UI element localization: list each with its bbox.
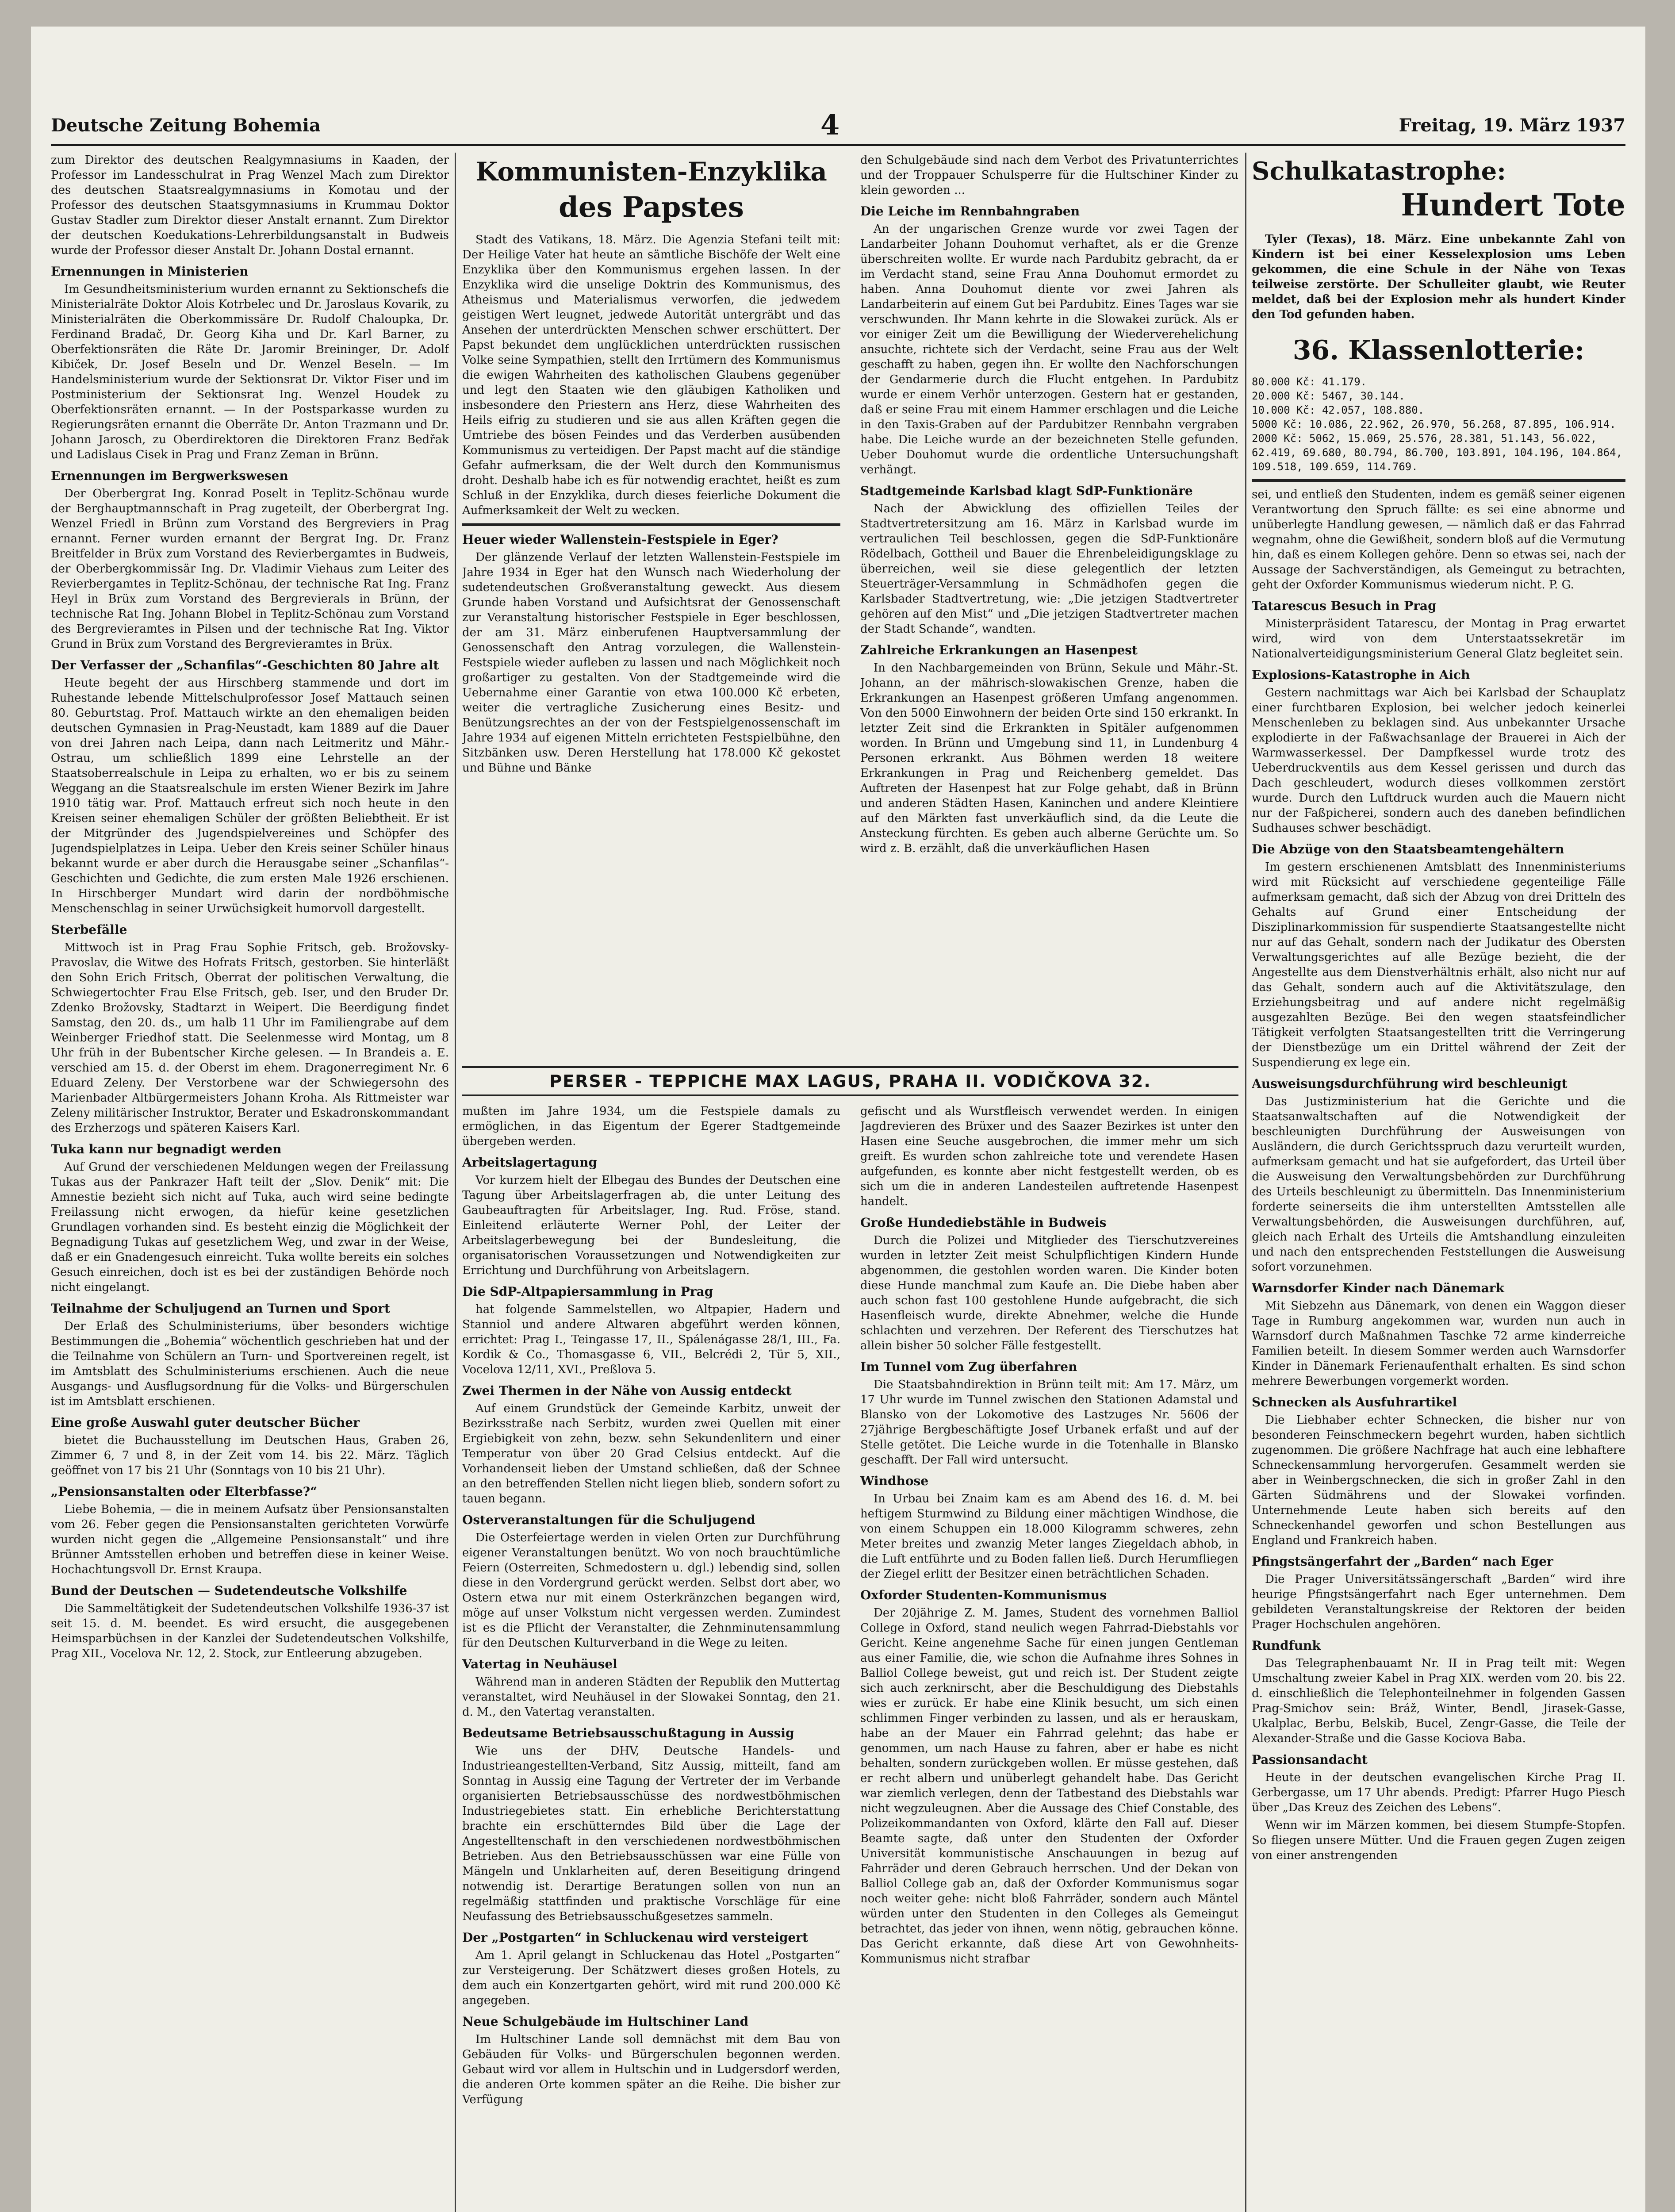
article-heading: Die Leiche im Rennbahngraben xyxy=(860,204,1080,219)
issue-date: Freitag, 19. März 1937 xyxy=(1399,115,1625,136)
headline: Schulkatastrophe: xyxy=(1252,157,1506,186)
article-heading: Eine große Auswahl guter deutscher Bücher xyxy=(51,1415,360,1430)
article-text: Der glänzende Verlauf der letzten Wallenstein-Festspiele im Jahre 1934 in Eger hat den Wunsch nach Wiederholung der sudetendeutschen Großveranstaltung geweckt. Aus diesem Grunde haben Vorstand und Aufsichtsrat der Genossenschaft zur Veranstaltung historischer Festspiele in Eger beschlossen, der am 31. März einberufenen Hauptversammlung der Genossenschaft den Antrag vorzulegen, die Wallenstein-Festspiele wieder aufleben zu lassen und nach Möglichkeit noch großartiger zu gestalten. Von der Stadtgemeinde wird die Uebernahme einer Garantie von etwa 100.000 Kč erbeten, weiter die vertragliche Zusicherung eines Besitz- und Benützungsrechtes an der von der Festspielgenossenschaft im Jahre 1934 auf eigenen Mitteln errichteten Festspielbühne, den Sitzbänken usw. Deren Herstellung hat 178.000 Kč gekostet und Bühne und Bänke xyxy=(462,551,840,775)
article-text: Die Osterfeiertage werden in vielen Orten zur Durchführung eigener Veranstaltungen benützt. Wo von noch brauchtümliche Feiern (Osterreiten, Schmedostern u. dgl.) lebendig sind, sollen diese in den Vordergrund gerückt werden. Selbst dort aber, wo Ostern etwa nur mit einem Osterkränzchen begangen wird, möge auf unser Volkstum nicht vergessen werden. Zumindest ist es die Pflicht der Veranstalter, die Zehnminutensammlung für den Deutschen Kulturverband in die Wege zu leiten. xyxy=(462,1531,840,1650)
article-text: Während man in anderen Städten der Republik den Muttertag veranstaltet, wird Neuhäusel in der Slowakei Sonntag, den 21. d. M., den Vatertag veranstalten. xyxy=(462,1675,840,1719)
lottery-title: 36. Klassenlotterie: xyxy=(1292,334,1585,366)
lottery-line: 80.000 Kč: 41.179. xyxy=(1252,375,1367,388)
article-heading: Sterbefälle xyxy=(51,922,127,937)
article-heading: Explosions-Katastrophe in Aich xyxy=(1252,667,1470,682)
lottery-line: 5000 Kč: 10.086, 22.962, 26.970, 56.268, 87.895, 106.914. xyxy=(1252,418,1616,430)
article-text: gefischt und als Wurstfleisch verwendet werden. In einigen Jagdrevieren des Brüxer und des Saazer Bezirkes ist unter den Hasen eine Seuche ausgebrochen, die immer mehr um sich greift. Es wurden schon zahlreiche tote und verendete Hasen aufgefunden, es konnte aber nicht festgestellt werden, ob es sich um die in anderen Landesteilen auftretende Hasenpest handelt. xyxy=(860,1105,1238,1208)
article-heading: Der Verfasser der „Schanfilas“-Geschichten 80 Jahre alt xyxy=(51,658,439,672)
article-text: Wenn wir im Märzen kommen, bei diesem Stumpfe-Stopfen. So fliegen unsere Mütter. Und die Frauen gegen Zugen zeigen von einer anstrengenden xyxy=(1252,1818,1625,1862)
article-text: Wie uns der DHV, Deutsche Handels- und Industrieangestellten-Verband, Sitz Aussig, mitteilt, fand am Sonntag in Aussig eine Tagung der Vertreter der im Verbande organisierten Betriebsausschüsse des nordwestböhmischen Industriegebietes statt. Ein erhebliche Berichterstattung brachte ein erschütterndes Bild über die Lage der Angestelltenschaft in den verschiedenen nordwestböhmischen Betrieben. Aus den Betriebsausschüssen war eine Fülle von Mängeln und Unklarheiten auf, deren Beseitigung dringend notwendig ist. Derartige Beratungen sollen von nun an regelmäßig stattfinden und praktische Vorschläge für eine Neufassung des Betriebsausschußgesetzes sammeln. xyxy=(462,1744,840,1923)
article-text: Der Erlaß des Schulministeriums, über besonders wichtige Bestimmungen die „Bohemia“ wöchentlich geschrieben hat und der die Teilnahme von Schülern an Turn- und Sportvereinen regelt, ist im Amtsblatt des Schulministeriums erschienen. Auch die neue Ausgangs- und Ausflugsordnung für die Volks- und Bürgerschulen ist im Amtsblatt erschienen. xyxy=(51,1320,449,1408)
headline: Kommunisten-Enzyklika xyxy=(475,157,827,187)
article-heading: Die Abzüge von den Staatsbeamtengehältern xyxy=(1252,841,1564,856)
article-text: Heute in der deutschen evangelischen Kirche Prag II. Gerbergasse, um 17 Uhr abends. Predigt: Pfarrer Hugo Piesch über „Das Kreuz des Zeichen des Lebens“. xyxy=(1252,1770,1625,1814)
center-bottom xyxy=(462,1104,1238,2212)
article-heading: Tatarescus Besuch in Prag xyxy=(1252,598,1437,613)
article-text: mußten im Jahre 1934, um die Festspiele damals zu ermöglichen, in das Eigentum der Egerer Stadtgemeinde übergeben werden. xyxy=(462,1105,840,1148)
article-text: bietet die Buchausstellung im Deutschen Haus, Graben 26, Zimmer 6, 7 und 8, in der Zeit vom 14. bis 22. März. Täglich geöffnet von 17 bis 21 Uhr (Sonntags von 10 bis 21 Uhr). xyxy=(51,1434,449,1477)
article-text: Der Oberbergrat Ing. Konrad Poselt in Teplitz-Schönau wurde der Berghauptmannschaft in Prag zugeteilt, der Oberbergrat Ing. Wenzel Friedl in Brünn zum Vorstand des Bergreviers in Prag ernannt. Ferner wurden ernannt der Bergrat Ing. Dr. Franz Breitfelder in Brüx zum Vorstand des Revierbergamtes in Budweis, der Oberbergkommissär Ing. Dr. Vladimir Viehaus zum Leiter des Revierbergamtes in Teplitz-Schönau, der technische Rat Ing. Franz Heyl in Brüx zum Vorstand des Bergrevierals in Brünn, der technische Rat Ing. Johann Blobel in Teplitz-Schönau zum Vorstand des Bergrevieramtes in Pilsen und der technische Rat Ing. Viktor Grund in Brüx zum Vorstand des Bergrevieramtes in Brüx. xyxy=(51,487,449,651)
column-divider xyxy=(455,153,456,2212)
article-heading: Pfingstsängerfahrt der „Barden“ nach Eger xyxy=(1252,1554,1553,1569)
article-text: Gestern nachmittags war Aich bei Karlsbad der Schauplatz einer furchtbaren Explosion, bei welcher jedoch keinerlei Menschenleben zu beklagen sind. Aus unbekannter Ursache explodierte in der Faßwachsanlage der Brauerei in Aich der Warmwasserkessel. Der Dampfkessel wurde trotz des Ueberdruckventils aus dem Kessel gerissen und durch das Dach geschleudert, wodurch dieses vollkommen zerstört wurde. Durch den Luftdruck wurden auch die Mauern nicht nur der Faßpicherei, sondern auch des daneben befindlichen Sudhauses schwer beschädigt. xyxy=(1252,686,1625,835)
article-heading: Rundfunk xyxy=(1252,1638,1321,1653)
section-rule xyxy=(1252,479,1625,482)
article-text: Vor kurzem hielt der Elbegau des Bundes der Deutschen eine Tagung über Arbeitslagerfragen ab, die unter Leitung des Gaubeauftragten für Arbeitslager, Ing. Rud. Fröse, stand. Einleitend erläuterte Werner Pohl, der Leiter der Arbeitslagerbewegung bei der Bundesleitung, die organisatorischen Voraussetzungen und Notwendigkeiten zur Errichtung und Durchführung von Arbeitslagern. xyxy=(462,1174,840,1277)
article-text: Die Liebhaber echter Schnecken, die bisher nur von besonderen Feinschmeckern begehrt wurden, haben sichtlich zugenommen. Die größere Nachfrage hat auch eine lebhaftere Schneckensammlung hervorgerufen. Gesammelt werden sie aber in Weinbergschnecken, die sich in großer Zahl in den Gärten Südmährens und der Slowakei vorfinden. Unternehmende Leute haben sich bereits auf den Schneckenhandel geworfen und schon Bestellungen aus England und Frankreich haben. xyxy=(1252,1413,1625,1547)
column-3-top xyxy=(860,153,1238,1060)
page-header xyxy=(51,109,1625,142)
article-text: In den Nachbargemeinden von Brünn, Sekule und Mähr.-St. Johann, an der mährisch-slowakischen Grenze, haben die Erkrankungen an Hasenpest größeren Umfang angenommen. Von den 5000 Einwohnern der beiden Orte sind 150 erkrankt. In letzter Zeit sind die Erkrankten in Spitäler aufgenommen worden. In Brünn und Umgebung sind 11, in Lundenburg 4 Personen erkrankt. Aus Böhmen werden 18 weitere Erkrankungen in Prag und Reichenberg gemeldet. Das Auftreten der Hasenpest hat zur Folge gehabt, daß in Brünn und anderen Städten Hasen, Kaninchen und andere Kleintiere auf den Märkten fast unverkäuflich sind, da die Leute die Ansteckung fürchten. Es geben auch alberne Gerüchte um. So wird z. B. erzählt, daß die unverkäuflichen Hasen xyxy=(860,661,1238,855)
article-text: Auf einem Grundstück der Gemeinde Karbitz, unweit der Bezirksstraße nach Serbitz, wurden zwei Quellen mit einer Ergiebigkeit von zehn, bezw. sehn Sekundenlitern und einer Temperatur von über 20 Grad Celsius entdeckt. Auf die Vorhandenseit lieben der Umstand schließen, daß der Schnee an den betreffenden Stellen nicht liegen blieb, sondern sofort zu tauen begann. xyxy=(462,1402,840,1505)
article-text: Tyler (Texas), 18. März. Eine unbekannte Zahl von Kindern ist bei einer Kesselexplosion ums Leben gekommen, die eine Schule in der Nähe von Texas teilweise zerstörte. Der Schulleiter glaubt, wie Reuter meldet, daß bei der Explosion mehr als hundert Kinder den Tod gefunden haben. xyxy=(1252,232,1625,321)
article-text: zum Direktor des deutschen Realgymnasiums in Kaaden, der Professor im Landesschulrat in Prag Wenzel Mach zum Direktor des deutschen Staatsrealgymnasiums in Komotau und der Professor des deutschen Staatsgymnasiums in Krummau Doktor Gustav Stadler zum Direktor dieser Anstalt ernannt. Zum Direktor der deutschen Koedukations-Lehrerbildungsanstalt in Budweis wurde der Professor dieser Anstalt Dr. Johann Dostal ernannt. xyxy=(51,154,449,257)
article-text: Die Staatsbahndirektion in Brünn teilt mit: Am 17. März, um 17 Uhr wurde im Tunnel zwischen den Stationen Adamstal und Blansko von der Lokomotive des Lastzuges Nr. 5606 der 27jährige Bergbeschäftigte Josef Urbanek erfaßt und auf der Stelle getötet. Die Leiche wurde in die Totenhalle in Blansko geschafft. Der Fall wird untersucht. xyxy=(860,1378,1238,1467)
column-2-top xyxy=(462,153,840,1060)
article-text: Nach der Abwicklung des offiziellen Teiles der Stadtvertretersitzung am 16. März in Karlsbad wurde im vertraulichen Teil beschlossen, gegen die SdP-Funktionäre Rödelbach, Gottheil und Bauer die Ehrenbeleidigungsklage zu überreichen, weil sie diese gelegentlich der letzten Steuerträger-Versammlung in Schmädhofen gegen die Karlsbader Stadtvertretung, wie: „Die jetzigen Stadtvertreter gehören auf den Mist“ und „Die jetzigen Stadtvertreter machen der Stadt Schande“, wandten. xyxy=(860,502,1238,636)
article-text: Im Gesundheitsministerium wurden ernannt zu Sektionschefs die Ministerialräte Doktor Alois Kotrbelec und Dr. Jaroslaus Kovarik, zu Ministerialräten die Oberkommissäre Dr. Rudolf Chaloupka, Dr. Ferdinand Bradač, Dr. Georg Kiha und Dr. Karl Barner, zu Oberfektionsräten die Räte Dr. Jaromir Breininger, Dr. Adolf Kibiček, Dr. Josef Beseln und Dr. Wenzel Beseln. — Im Handelsministerium wurde der Sektionsrat Dr. Viktor Fiser und im Postministerium der Sektionsrat Ing. Wenzel Houdek zu Oberfektionsräten ernannt. — In der Postsparkasse wurden zu Regierungsräten ernannt die Oberräte Dr. Anton Trazmann und Dr. Johann Jarosch, zu Oberdirektoren die Direktoren Franz Bedřak und Ladislaus Cisek in Prag und Franz Zeman in Brünn. xyxy=(51,283,449,461)
article-heading: Neue Schulgebäude im Hultschiner Land xyxy=(462,2014,749,2029)
article-heading: Bedeutsame Betriebsausschußtagung in Aussig xyxy=(462,1726,794,1740)
article-text: Der 20jährige Z. M. James, Student des vornehmen Balliol College in Oxford, stand neulich wegen Fahrrad-Diebstahls vor Gericht. Keine angenehme Sache für einen jungen Gentleman aus einer Familie, die, wie schon die Aufnahme ihres Sohnes in Balliol College beweist, gut und reich ist. Der Student zeigte sich auch zerknirscht, aber die Beschuldigung des Diebstahls wies er zurück. Er habe eine Klinik besucht, um sich einen schlimmen Finger verbinden zu lassen, und als er herauskam, habe an der Mauer ein Fahrrad gelehnt; das habe er genommen, um nach Hause zu fahren, aber er habe es nicht behalten, sondern zurückgeben wollen. Er müsse gestehen, daß er recht albern und unüberlegt gehandelt habe. Das Gericht war ziemlich verlegen, denn der Tatbestand des Diebstahls war nicht wegzuleugnen. Aber die Aussage des Chief Constable, des Polizeikommandanten von Oxford, klärte den Fall auf. Dieser Beamte sagte, daß unter den Studenten der Oxforder Universität kommunistische Anschauungen in bezug auf Fahrräder und deren Gebrauch herrschen. Und der Dekan von Balliol College gab an, daß der Oxforder Kommunismus sogar noch weiter gehe: nicht bloß Fahrräder, sondern auch Mäntel würden unter den Studenten in den Colleges als Gemeingut betrachtet, das jeder von ihnen, wenn nötig, gebrauchen könne. Das Gericht erkannte, daß diese Art von Gewohnheits-Kommunismus nicht strafbar xyxy=(860,1606,1238,1966)
lottery-line: 20.000 Kč: 5467, 30.144. xyxy=(1252,389,1405,402)
column-3-bottom xyxy=(860,1104,1238,2212)
article-text: den Schulgebäude sind nach dem Verbot des Privatunterrichtes und der Troppauer Schulsperre für die Hultschiner Kinder zu klein geworden ... xyxy=(860,154,1238,197)
newspaper-page xyxy=(31,27,1645,2212)
article-text: Auf Grund der verschiedenen Meldungen wegen der Freilassung Tukas aus der Pankrazer Haft teilt der „Slov. Denik“ mit: Die Amnestie bezieht sich nicht auf Tuka, auch wird seine bedingte Freilassung nicht erwogen, da hiefür keine gesetzlichen Grundlagen vorhanden sind. Es besteht einzig die Möglichkeit der Begnadigung Tukas auf gesetzlichem Weg, und zwar in der Weise, daß er ein Gnadengesuch einreicht. Tuka wollte bereits ein solches Gesuch einreichen, doch ist es bei der zuständigen Behörde noch nicht eingelangt. xyxy=(51,1160,449,1294)
article-text: Das Telegraphenbauamt Nr. II in Prag teilt mit: Wegen Umschaltung zweier Kabel in Prag XIX. werden vom 20. bis 22. d. einschließlich die Telephonteilnehmer in folgenden Gassen Prag-Smichov sein: Bráž, Winter, Bendl, Jirasek-Gasse, Ukalplac, Berbu, Belskib, Bucel, Zengr-Gasse, die Teile der Alexander-Straße und die Gasse Kociova Baba. xyxy=(1252,1656,1625,1745)
article-heading: Heuer wieder Wallenstein-Festspiele in Eger? xyxy=(462,532,778,547)
article-heading: Im Tunnel vom Zug überfahren xyxy=(860,1359,1077,1374)
article-heading: Ernennungen im Bergwerkswesen xyxy=(51,469,288,483)
article-text: Im gestern erschienenen Amtsblatt des Innenministeriums wird mit Rücksicht auf verschiedene gegenteilige Fälle aufmerksam gemacht, daß sich der Abzug von drei Dritteln des Gehalts auf Grund einer Entscheidung der Disziplinarkommission für suspendierte Staatsangestellte nicht nur auf das Gehalt, sondern nach der Judikatur des Obersten Verwaltungsgerichtes auf alle Bezüge bezieht, die der Angestellte aus dem Dienstverhältnis erhält, also nicht nur auf das Gehalt, sondern auch auf die Aktivitätszulage, den Erziehungsbeitrag und auf andere nicht regelmäßig ausgezahlten Bezüge. Bei den wegen staatsfeindlicher Tätigkeit verfolgten Staatsangestellten tritt die Verringerung der Dienstbezüge um ein Drittel während der Zeit der Suspendierung ex lege ein. xyxy=(1252,860,1625,1069)
header-rule xyxy=(51,144,1625,146)
article-heading: Passionsandacht xyxy=(1252,1752,1368,1767)
article-text: Die Prager Universitätssängerschaft „Barden“ wird ihre heurige Pfingstsängerfahrt nach Eger unternehmen. Dem gebildeten Veranstaltungskreise der Rektoren der beiden Prager Hochschulen angehören. xyxy=(1252,1572,1625,1631)
article-heading: Oxforder Studenten-Kommunismus xyxy=(860,1588,1107,1602)
article-text: Mittwoch ist in Prag Frau Sophie Fritsch, geb. Brožovsky-Pravoslav, die Witwe des Hofrats Fritsch, gestorben. Sie hinterläßt den Sohn Erich Fritsch, Oberrat der politischen Verwaltung, die Schwiegertochter Frau Else Fritsch, geb. Iser, und den Bruder Dr. Zdenko Brožovsky, Stadtarzt in Weipert. Die Beerdigung findet Samstag, den 20. ds., um halb 11 Uhr im Familiengrabe auf dem Weinberger Friedhof statt. Die Seelenmesse wird Montag, um 8 Uhr früh in der Bubentscher Kirche gelesen. — In Brandeis a. E. verschied am 15. d. der Oberst im ehem. Dragonerregiment Nr. 6 Eduard Zeleny. Der Verstorbene war der Schwiegersohn des Marienbader Altbürgermeisters Johann Kroha. Als Rittmeister war Zeleny militärischer Instruktor, Berater und Eskadronskommandant des Erzherzogs und späteren Kaisers Karl. xyxy=(51,941,449,1135)
article-text: Das Justizministerium hat die Gerichte und die Staatsanwaltschaften auf die Notwendigkeit der beschleunigten Durchführung der Ausweisungen von Ausländern, die durch Gerichtsspruch dazu verurteilt wurden, aufmerksam gemacht und hat sie aufgefordert, das Urteil über die Ausweisung den Verwaltungsbehörden zur Durchführung des Urteils beschleunigt zu übermitteln. Das Innenministerium forderte seinerseits die ihm unterstellten Amtsstellen alle Verwaltungsbehörden, die Ausweisungen durchführen, auf, gleich nach Erhalt des Urteils die Amtshandlung einzuleiten und nach den entsprechenden Feststellungen die Ausweisung sofort vorzunehmen. xyxy=(1252,1094,1625,1274)
article-heading: Ernennungen in Ministerien xyxy=(51,264,249,279)
article-heading: Stadtgemeinde Karlsbad klagt SdP-Funktionäre xyxy=(860,484,1193,498)
newspaper-name: Deutsche Zeitung Bohemia xyxy=(51,115,321,136)
article-heading: Osterveranstaltungen für die Schuljugend xyxy=(462,1513,755,1527)
article-text: Am 1. April gelangt in Schluckenau das Hotel „Postgarten“ zur Versteigerung. Der Schätzwert dieses großen Hotels, zu dem auch ein Konzertgarten gehört, wird mit rund 200.000 Kč angegeben. xyxy=(462,1949,840,2007)
column-4 xyxy=(1252,153,1625,2212)
lottery-line: 2000 Kč: 5062, 15.069, 25.576, 28.381, 51.143, 56.022, 62.419, 69.680, 80.794, 86.700, 103.891, 104.196, 104.864, 109.518, 109.659, 114.769. xyxy=(1252,432,1623,473)
headline: Hundert Tote xyxy=(1401,188,1625,223)
column-2-bottom xyxy=(462,1104,840,2212)
section-rule xyxy=(462,523,840,526)
article-heading: Bund der Deutschen — Sudetendeutsche Volkshilfe xyxy=(51,1583,407,1598)
column-1 xyxy=(51,153,449,2212)
article-text: Mit Siebzehn aus Dänemark, von denen ein Waggon dieser Tage in Rumburg angekommen war, wurden nun auch in Warnsdorf durch Maßnahmen Taschke 72 arme kinderreiche Familien beteilt. In diesem Sommer werden auch Warnsdorfer Kinder in Dänemark Ferienaufenthalt erhalten. Es sind schon mehrere Bewerbungen vorgemerkt worden. xyxy=(1252,1299,1625,1388)
article-heading: Windhose xyxy=(860,1474,929,1488)
center-section xyxy=(462,153,1238,2212)
article-heading: Warnsdorfer Kinder nach Dänemark xyxy=(1252,1280,1504,1295)
page-number: 4 xyxy=(820,109,840,141)
article-text: Heute begeht der aus Hirschberg stammende und dort im Ruhestande lebende Mittelschulprofessor Josef Mattauch seinen 80. Geburtstag. Prof. Mattauch wirkte an den ehemaligen beiden deutschen Gymnasien in Prag-Neustadt, kam 1889 auf die Dauer von drei Jahren nach Leipa, dann nach Leitmeritz und Mähr.-Ostrau, um schließlich 1899 eine Lehrstelle an der Staatsoberrealschule in Leipa zu erhalten, wo er bis zu seinem Weggang an die Staatsrealschule im ersten Wiener Bezirk im Jahre 1910 tätig war. Prof. Mattauch erfreut sich noch heute in den Kreisen seiner ehemaligen Schüler der größten Beliebtheit. Er ist der Mitgründer des Jugendspielvereines und Schöpfer des Jugendspielplatzes in Leipa. Ueber den Kreis seiner Schüler hinaus bekannt wurde er aber durch die Herausgabe seiner „Schanfilas“-Geschichten und Gedichte, die zum ersten Male 1926 erschienen. In Hirschberger Mundart wird darin der nordböhmische Menschenschlag in seiner Urwüchsigkeit humorvoll dargestellt. xyxy=(51,676,449,915)
article-heading: Der „Postgarten“ in Schluckenau wird versteigert xyxy=(462,1930,808,1945)
lottery-line: 10.000 Kč: 42.057, 108.880. xyxy=(1252,403,1425,416)
lottery-results xyxy=(1252,375,1625,474)
article-heading: Die SdP-Altpapiersammlung in Prag xyxy=(462,1284,713,1299)
headline: des Papstes xyxy=(559,190,744,224)
column-divider xyxy=(1245,153,1246,2212)
article-heading: Zahlreiche Erkrankungen an Hasenpest xyxy=(860,643,1138,657)
article-text: hat folgende Sammelstellen, wo Altpapier, Hadern und Stanniol und andere Altwaren abgeführt werden können, errichtet: Prag I., Teingasse 17, II., Spálenágasse 28/1, III., Fa. Kordik & Co., Thomasgasse 6, VII., Belcrédi 2, Tür 5, XII., Vocelova 12/11, XVI., Preßlova 5. xyxy=(462,1303,840,1376)
article-text: An der ungarischen Grenze wurde vor zwei Tagen der Landarbeiter Johann Douhomut verhaftet, als er die Grenze überschreiten wollte. Er wurde nach Pardubitz gebracht, da er im Verdacht stand, seine Frau Anna Douhomut ermordet zu haben. Anna Douhomut diente vor zwei Jahren als Landarbeiterin auf einem Gut bei Pardubitz. Eines Tages war sie verschwunden. Ihr Mann kehrte in die Slowakei zurück. Als er vor einiger Zeit um die Bewilligung der Wiederverehelichung ansuchte, richtete sich der Verdacht, seine Frau aus der Welt geschafft zu haben, gegen ihn. Er wollte den Nachforschungen der Gendarmerie durch die Flucht entgehen. In Pardubitz wurde er einem Verhör unterzogen. Gestern hat er gestanden, daß er seine Frau mit einem Hammer erschlagen und die Leiche in den Taxis-Graben auf der Pardubitzer Rennbahn vergraben habe. Die Leiche wurde an der bezeichneten Stelle gefunden. Ueber Douhomut wurde die ordentliche Untersuchungshaft verhängt. xyxy=(860,223,1238,476)
article-heading: Tuka kann nur begnadigt werden xyxy=(51,1142,282,1156)
article-text: Durch die Polizei und Mitglieder des Tierschutzvereines wurden in letzter Zeit meist Schulpflichtigen Kindern Hunde abgenommen, die gestohlen worden waren. Die Kinder boten diese Hunde manchmal zum Kaufe an. Die Diebe haben aber auch schon fast 100 gestohlene Hunde aufgebracht, die sich Hasenfleisch wurde, direkte Abnehmer, welche die Hunde schlachten und verzehren. Der Referent des Tierschutzes hat allein bisher 50 solcher Fälle festgestellt. xyxy=(860,1234,1238,1352)
article-heading: Vatertag in Neuhäusel xyxy=(462,1657,617,1671)
article-heading: Arbeitslagertagung xyxy=(462,1155,598,1170)
article-text: sei, und entließ den Studenten, indem es gemäß seiner eigenen Verantwortung den Spruch fällte: es sei eine abnorme und unüberlegte Handlung gewesen, — nämlich daß er das Fahrrad wegnahm, ohne die Gewißheit, sondern bloß auf die Vermutung hin, daß es einem Kollegen gehöre. Denn so etwas sei, nach der Aussage der Sachverständigen, als Gemeingut zu betrachten, geht der Oxforder Kommunismus wiederum nicht. P. G. xyxy=(1252,488,1625,591)
article-heading: Zwei Thermen in der Nähe von Aussig entdeckt xyxy=(462,1383,792,1398)
article-text: Ministerpräsident Tatarescu, der Montag in Prag erwartet wird, wird von dem Unterstaatssekretär im Nationalverteidigungsministerium General Glatz begleitet sein. xyxy=(1252,617,1625,661)
advertisement-banner: PERSER - TEPPICHE MAX LAGUS, PRAHA II. VODIČKOVA 32. xyxy=(462,1066,1238,1096)
article-text: Im Hultschiner Lande soll demnächst mit dem Bau von Gebäuden für Volks- und Bürgerschulen begonnen werden. Gebaut wird vor allem in Hultschin und in Ludgersdorf werden, die anderen Orte kommen später an die Reihe. Die bisher zur Verfügung xyxy=(462,2033,840,2106)
article-text: Stadt des Vatikans, 18. März. Die Agenzia Stefani teilt mit: Der Heilige Vater hat heute an sämtliche Bischöfe der Welt eine Enzyklika über den Kommunismus ergehen lassen. In der Enzyklika wird die unselige Doktrin des Kommunismus, des Atheismus und Materialismus verworfen, die jedwedem geistigen Wert leugnet, jedwede Autorität untergräbt und das Ansehen der unterdrückten Menschen schwer erschüttert. Der Papst bekundet dem unglücklichen unterdrückten russischen Volke seine Sympathien, stellt den Irrtümern des Kommunismus die ewigen Wahrheiten des katholischen Glaubens gegenüber und legt den Staaten wie den gläubigen Katholiken und insbesondere den Priestern ans Herz, diese Wahrheiten des Heils eifrig zu studieren und sie aus allen Kräften gegen die Umtriebe des bösen Feindes und das Verderben ausübenden Kommunismus zu verteidigen. Der Papst macht auf die ständige Gefahr aufmerksam, die der Welt durch den Kommunismus droht. Deshalb habe ich es für notwendig erachtet, heißt es zum Schluß in der Enzyklika, durch dieses feierliche Dokument die Aufmerksamkeit der Welt zu wecken. xyxy=(462,233,840,518)
article-heading: Große Hundediebstähle in Budweis xyxy=(860,1215,1107,1230)
article-text: Die Sammeltätigkeit der Sudetendeutschen Volkshilfe 1936-37 ist seit 15. d. M. beendet. Es wird ersucht, die ausgegebenen Heimsparbüchsen in der Kanzlei der Sudetendeutschen Volkshilfe, Prag XII., Vocelova Nr. 12, 2. Stock, zur Entleerung abzugeben. xyxy=(51,1602,449,1660)
article-text: In Urbau bei Znaim kam es am Abend des 16. d. M. bei heftigem Sturmwind zu Bildung einer mächtigen Windhose, die von einem Schuppen ein 18.000 Kilogramm schweres, zehn Meter breites und zwanzig Meter langes Ziegeldach abhob, in die Luft entführte und zu Boden fallen ließ. Durch Herumfliegen der Ziegel erlitt der Besitzer einen beträchtlichen Schaden. xyxy=(860,1492,1238,1581)
article-text: Liebe Bohemia, — die in meinem Aufsatz über Pensionsanstalten vom 26. Feber gegen die Pensionsanstalten gerichteten Vorwürfe wurden nicht gegen die „Allgemeine Pensionsanstalt“ und ihre Brünner Amtsstellen erhoben und betreffen diese in keiner Weise. Hochachtungsvoll Dr. Ernst Kraupa. xyxy=(51,1503,449,1576)
article-heading: Schnecken als Ausfuhrartikel xyxy=(1252,1394,1457,1409)
article-heading: „Pensionsanstalten oder Elterbfasse?“ xyxy=(51,1484,318,1499)
article-heading: Teilnahme der Schuljugend an Turnen und Sport xyxy=(51,1301,390,1316)
article-heading: Ausweisungsdurchführung wird beschleunigt xyxy=(1252,1076,1568,1091)
